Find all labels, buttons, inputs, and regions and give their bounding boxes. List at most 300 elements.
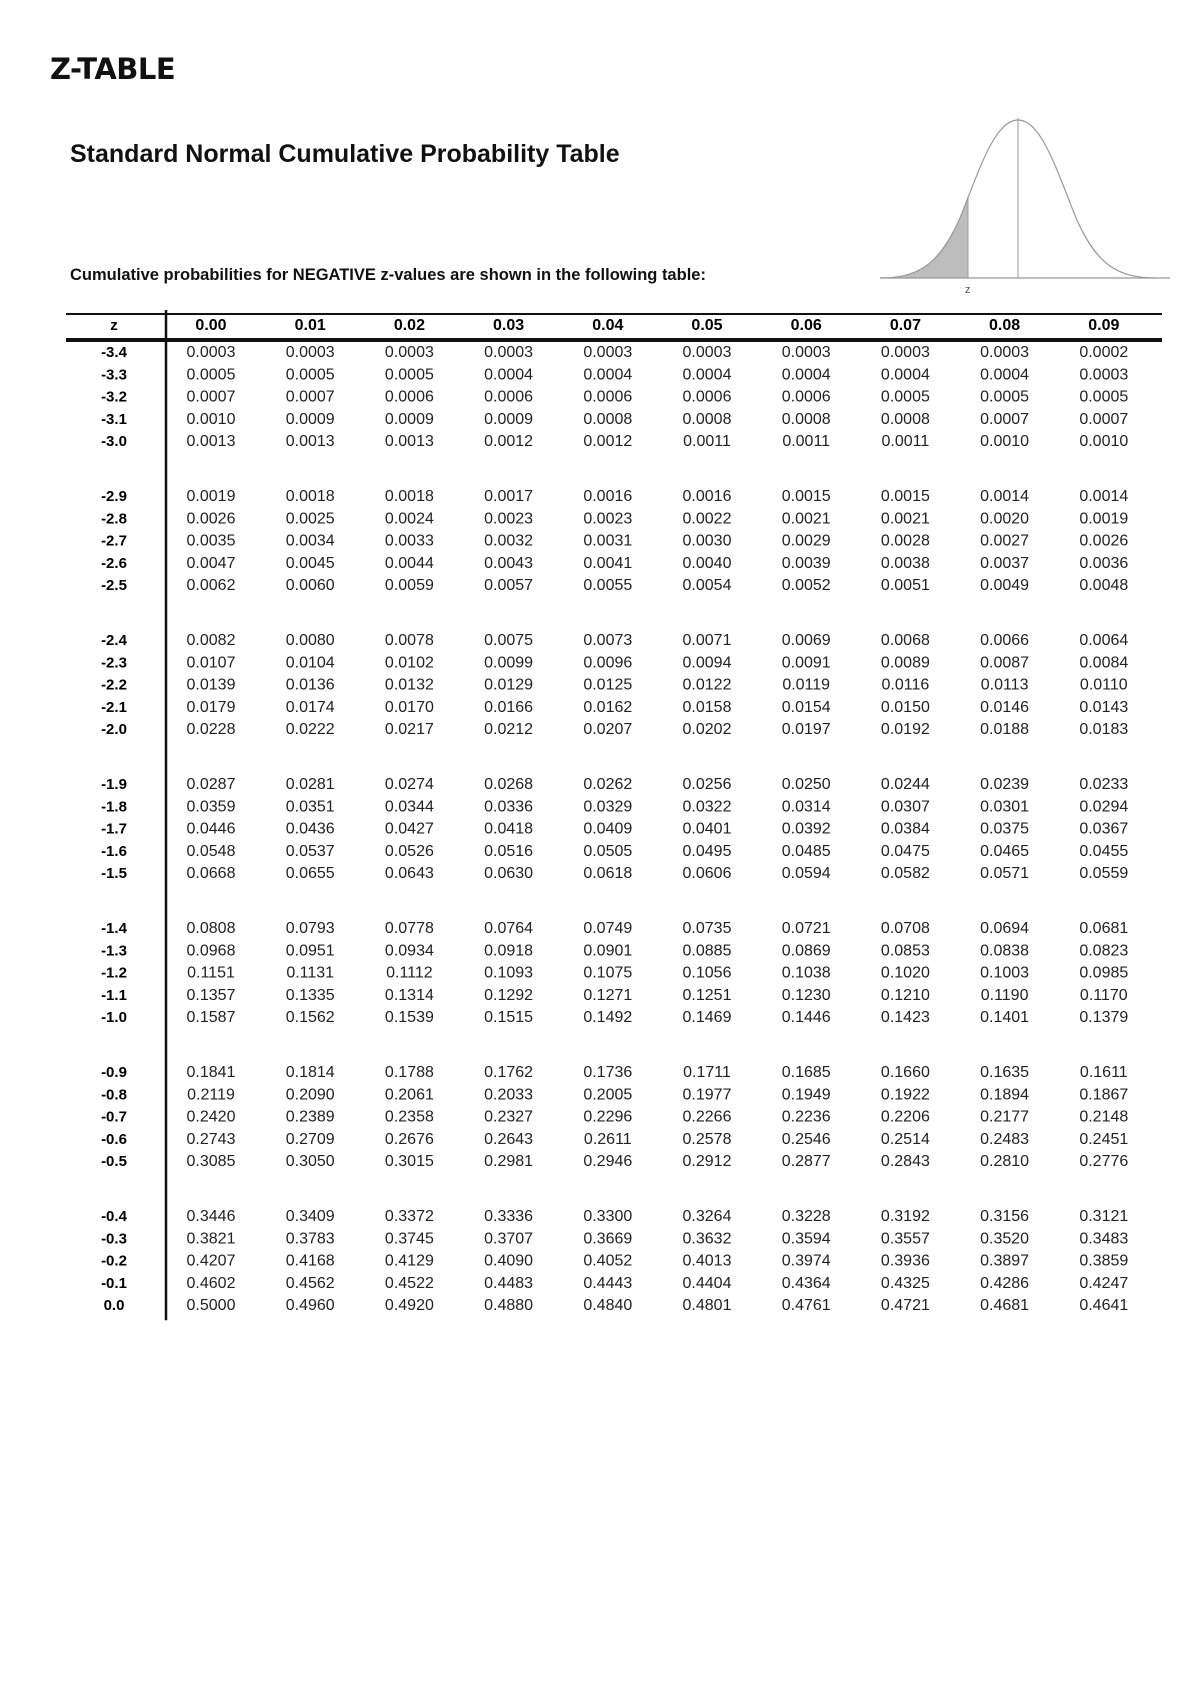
- probability-cell: 0.1446: [781, 1009, 831, 1027]
- probability-cell: 0.0041: [583, 554, 633, 572]
- probability-cell: 0.0068: [880, 632, 930, 649]
- probability-cell: 0.0465: [980, 842, 1030, 860]
- document-title: Z-TABLE: [50, 52, 176, 86]
- table-caption: Cumulative probabilities for NEGATIVE z-values are shown in the following table:: [70, 266, 706, 284]
- probability-cell: 0.3897: [980, 1252, 1030, 1270]
- probability-cell: 0.3228: [781, 1208, 831, 1225]
- probability-cell: 0.0418: [484, 820, 534, 838]
- probability-cell: 0.0537: [285, 842, 335, 860]
- probability-cell: 0.3557: [880, 1230, 930, 1248]
- probability-cell: 0.0022: [682, 510, 732, 528]
- probability-cell: 0.0073: [583, 632, 633, 649]
- probability-cell: 0.0029: [781, 532, 831, 550]
- probability-cell: 0.0778: [384, 920, 434, 937]
- probability-cell: 0.4247: [1079, 1274, 1129, 1292]
- probability-cell: 0.1894: [980, 1086, 1030, 1104]
- shaded-left-tail: [880, 196, 968, 278]
- probability-cell: 0.0023: [484, 510, 534, 528]
- probability-cell: 0.1131: [286, 964, 335, 982]
- probability-cell: 0.0004: [781, 366, 831, 384]
- probability-cell: 0.0012: [484, 433, 534, 451]
- probability-cell: 0.1711: [683, 1064, 731, 1081]
- z-value-label: -2.5: [101, 577, 127, 595]
- probability-cell: 0.0681: [1079, 920, 1129, 937]
- probability-cell: 0.2546: [781, 1130, 831, 1148]
- table-heading: Standard Normal Cumulative Probability Table: [70, 140, 620, 168]
- probability-cell: 0.0183: [1079, 721, 1129, 739]
- z-table: [66, 310, 1166, 1355]
- z-value-label: -2.9: [101, 488, 127, 505]
- probability-cell: 0.0150: [880, 698, 930, 716]
- probability-cell: 0.4325: [880, 1274, 930, 1292]
- z-value-label: -1.5: [101, 865, 127, 883]
- z-value-label: -1.3: [101, 942, 127, 960]
- probability-cell: 0.4168: [285, 1252, 335, 1270]
- probability-cell: 0.4286: [980, 1274, 1030, 1292]
- probability-cell: 0.2327: [484, 1108, 534, 1126]
- probability-cell: 0.1093: [484, 964, 534, 982]
- probability-cell: 0.3015: [384, 1153, 434, 1171]
- probability-cell: 0.0016: [583, 488, 633, 505]
- probability-cell: 0.2119: [187, 1086, 235, 1104]
- probability-cell: 0.0044: [384, 554, 434, 572]
- probability-cell: 0.2946: [583, 1153, 633, 1171]
- probability-cell: 0.1151: [187, 964, 235, 982]
- probability-cell: 0.2090: [285, 1086, 335, 1104]
- z-value-label: -1.4: [101, 920, 127, 937]
- probability-cell: 0.0823: [1079, 942, 1129, 960]
- probability-cell: 0.0021: [880, 510, 930, 528]
- probability-cell: 0.2033: [484, 1086, 534, 1104]
- probability-cell: 0.0143: [1079, 698, 1129, 716]
- probability-cell: 0.0006: [682, 388, 732, 406]
- probability-cell: 0.0004: [583, 366, 633, 384]
- probability-cell: 0.0059: [384, 577, 434, 595]
- probability-cell: 0.1587: [186, 1009, 236, 1027]
- probability-cell: 0.3632: [682, 1230, 732, 1248]
- z-value-label: -0.4: [101, 1208, 127, 1225]
- probability-cell: 0.0158: [682, 698, 732, 716]
- probability-cell: 0.1112: [386, 964, 433, 982]
- probability-cell: 0.0244: [880, 776, 930, 793]
- probability-cell: 0.3669: [583, 1230, 633, 1248]
- probability-cell: 0.3300: [583, 1208, 633, 1225]
- column-header-0.05: 0.05: [691, 317, 723, 334]
- probability-cell: 0.0102: [384, 654, 434, 672]
- probability-cell: 0.0011: [683, 433, 731, 451]
- probability-cell: 0.0003: [781, 344, 831, 361]
- z-value-label: -2.3: [101, 654, 127, 672]
- probability-cell: 0.0013: [186, 433, 236, 451]
- probability-cell: 0.2266: [682, 1108, 732, 1126]
- probability-cell: 0.0618: [583, 865, 633, 883]
- probability-cell: 0.0060: [285, 577, 335, 595]
- probability-cell: 0.0222: [285, 721, 335, 739]
- probability-cell: 0.3707: [484, 1230, 534, 1248]
- probability-cell: 0.0643: [384, 865, 434, 883]
- probability-cell: 0.0116: [881, 676, 930, 694]
- probability-cell: 0.0002: [1079, 344, 1129, 361]
- probability-cell: 0.0047: [186, 554, 236, 572]
- probability-cell: 0.0594: [781, 865, 831, 883]
- probability-cell: 0.0006: [583, 388, 633, 406]
- probability-cell: 0.0018: [384, 488, 434, 505]
- z-value-label: -1.9: [101, 776, 127, 793]
- column-header-0.01: 0.01: [294, 317, 326, 334]
- probability-cell: 0.0052: [781, 577, 831, 595]
- probability-cell: 0.0005: [880, 388, 930, 406]
- probability-cell: 0.2709: [285, 1130, 335, 1148]
- probability-cell: 0.0031: [583, 532, 633, 550]
- column-header-0.03: 0.03: [493, 317, 525, 334]
- z-value-label: -1.6: [101, 842, 127, 860]
- probability-cell: 0.0064: [1079, 632, 1129, 649]
- probability-cell: 0.4522: [384, 1274, 434, 1292]
- z-value-label: -1.2: [101, 964, 127, 982]
- probability-cell: 0.0003: [285, 344, 335, 361]
- probability-cell: 0.2420: [186, 1108, 236, 1126]
- probability-cell: 0.0170: [384, 698, 434, 716]
- probability-cell: 0.2061: [384, 1086, 434, 1104]
- probability-cell: 0.4364: [781, 1274, 831, 1292]
- probability-cell: 0.0630: [484, 865, 534, 883]
- probability-cell: 0.2676: [384, 1130, 434, 1148]
- probability-cell: 0.1635: [980, 1064, 1030, 1081]
- z-value-label: -3.1: [101, 410, 127, 428]
- probability-cell: 0.0188: [980, 721, 1030, 739]
- probability-cell: 0.0019: [186, 488, 236, 505]
- column-header-0.00: 0.00: [195, 317, 227, 334]
- probability-cell: 0.0030: [682, 532, 732, 550]
- probability-cell: 0.0749: [583, 920, 633, 937]
- probability-cell: 0.3821: [186, 1230, 236, 1248]
- probability-cell: 0.1762: [484, 1064, 534, 1081]
- probability-cell: 0.0004: [682, 366, 732, 384]
- probability-cell: 0.0089: [880, 654, 930, 672]
- column-header-0.09: 0.09: [1088, 317, 1120, 334]
- z-value-label: -0.8: [101, 1086, 127, 1104]
- probability-cell: 0.0985: [1079, 964, 1129, 982]
- z-value-label: -0.3: [101, 1230, 127, 1248]
- probability-cell: 0.0901: [583, 942, 633, 960]
- probability-cell: 0.0007: [1079, 410, 1129, 428]
- probability-cell: 0.0005: [384, 366, 434, 384]
- column-header-0.06: 0.06: [790, 317, 822, 334]
- probability-cell: 0.0139: [186, 676, 236, 694]
- probability-cell: 0.0764: [484, 920, 534, 937]
- probability-cell: 0.1271: [583, 986, 633, 1004]
- probability-cell: 0.2389: [285, 1108, 335, 1126]
- probability-cell: 0.0239: [980, 776, 1030, 793]
- probability-cell: 0.0367: [1079, 820, 1129, 838]
- probability-cell: 0.4562: [285, 1274, 335, 1292]
- probability-cell: 0.1357: [186, 986, 236, 1004]
- probability-cell: 0.0174: [285, 698, 335, 716]
- z-value-label: -0.6: [101, 1130, 127, 1148]
- probability-cell: 0.2148: [1079, 1108, 1129, 1126]
- probability-cell: 0.0084: [1079, 654, 1129, 672]
- probability-cell: 0.0207: [583, 721, 633, 739]
- probability-cell: 0.0359: [186, 798, 236, 816]
- probability-cell: 0.0427: [384, 820, 434, 838]
- probability-cell: 0.1335: [285, 986, 335, 1004]
- probability-cell: 0.1611: [1079, 1064, 1128, 1081]
- probability-cell: 0.0256: [682, 776, 732, 793]
- probability-cell: 0.0104: [285, 654, 335, 672]
- probability-cell: 0.0392: [781, 820, 831, 838]
- probability-cell: 0.0409: [583, 820, 633, 838]
- probability-cell: 0.0003: [1079, 366, 1129, 384]
- probability-cell: 0.3050: [285, 1153, 335, 1171]
- probability-cell: 0.0035: [186, 532, 236, 550]
- z-value-label: -3.2: [101, 388, 127, 406]
- probability-cell: 0.0853: [880, 942, 930, 960]
- probability-cell: 0.0125: [583, 676, 633, 694]
- probability-cell: 0.0004: [484, 366, 534, 384]
- probability-cell: 0.0250: [781, 776, 831, 793]
- probability-cell: 0.1210: [880, 986, 930, 1004]
- probability-cell: 0.4090: [484, 1252, 534, 1270]
- probability-cell: 0.1562: [285, 1009, 335, 1027]
- probability-cell: 0.2776: [1079, 1153, 1129, 1171]
- probability-cell: 0.0057: [484, 577, 534, 595]
- probability-cell: 0.2206: [880, 1108, 930, 1126]
- probability-cell: 0.0005: [285, 366, 335, 384]
- probability-cell: 0.3085: [186, 1153, 236, 1171]
- probability-cell: 0.0080: [285, 632, 335, 649]
- probability-cell: 0.3156: [980, 1208, 1030, 1225]
- probability-cell: 0.0197: [781, 721, 831, 739]
- probability-cell: 0.0012: [583, 433, 633, 451]
- probability-cell: 0.0011: [782, 433, 831, 451]
- z-value-label: -2.1: [101, 698, 127, 716]
- probability-cell: 0.3859: [1079, 1252, 1129, 1270]
- column-header-0.02: 0.02: [393, 317, 425, 334]
- probability-cell: 0.0055: [583, 577, 633, 595]
- z-value-label: 0.0: [103, 1297, 125, 1315]
- probability-cell: 0.0026: [186, 510, 236, 528]
- probability-cell: 0.0021: [781, 510, 831, 528]
- probability-cell: 0.2358: [384, 1108, 434, 1126]
- probability-cell: 0.0401: [682, 820, 732, 838]
- probability-cell: 0.0107: [186, 654, 236, 672]
- probability-cell: 0.0110: [1079, 676, 1128, 694]
- probability-cell: 0.1038: [781, 964, 831, 982]
- probability-cell: 0.0039: [781, 554, 831, 572]
- probability-cell: 0.0008: [682, 410, 732, 428]
- probability-cell: 0.0003: [682, 344, 732, 361]
- probability-cell: 0.0526: [384, 842, 434, 860]
- probability-cell: 0.0495: [682, 842, 732, 860]
- probability-cell: 0.1922: [880, 1086, 930, 1104]
- probability-cell: 0.0023: [583, 510, 633, 528]
- z-value-label: -1.7: [101, 820, 127, 838]
- probability-cell: 0.2514: [880, 1130, 930, 1148]
- probability-cell: 0.0582: [880, 865, 930, 883]
- probability-cell: 0.3594: [781, 1230, 831, 1248]
- probability-cell: 0.0013: [285, 433, 335, 451]
- probability-cell: 0.4920: [384, 1297, 434, 1315]
- z-value-label: -1.0: [101, 1009, 127, 1027]
- z-value-label: -3.3: [101, 366, 127, 384]
- column-header-0.04: 0.04: [592, 317, 624, 334]
- probability-cell: 0.1660: [880, 1064, 930, 1081]
- probability-cell: 0.1814: [285, 1064, 335, 1081]
- probability-cell: 0.4052: [583, 1252, 633, 1270]
- probability-cell: 0.4207: [186, 1252, 236, 1270]
- probability-cell: 0.0014: [1079, 488, 1129, 505]
- probability-cell: 0.0951: [285, 942, 335, 960]
- probability-cell: 0.0038: [880, 554, 930, 572]
- probability-cell: 0.0045: [285, 554, 335, 572]
- probability-cell: 0.1401: [980, 1009, 1030, 1027]
- probability-cell: 0.0233: [1079, 776, 1129, 793]
- probability-cell: 0.3745: [384, 1230, 434, 1248]
- probability-cell: 0.0329: [583, 798, 633, 816]
- probability-cell: 0.0048: [1079, 577, 1129, 595]
- z-value-label: -2.0: [101, 721, 127, 739]
- probability-cell: 0.4641: [1079, 1297, 1129, 1315]
- probability-cell: 0.0146: [980, 698, 1030, 716]
- probability-cell: 0.3446: [186, 1208, 236, 1225]
- probability-cell: 0.0006: [384, 388, 434, 406]
- probability-cell: 0.0026: [1079, 532, 1129, 550]
- probability-cell: 0.2643: [484, 1130, 534, 1148]
- probability-cell: 0.0571: [980, 865, 1030, 883]
- probability-cell: 0.0694: [980, 920, 1030, 937]
- probability-cell: 0.0011: [881, 433, 930, 451]
- column-header-0.08: 0.08: [989, 317, 1021, 334]
- z-value-label: -1.1: [101, 986, 127, 1004]
- probability-cell: 0.0307: [880, 798, 930, 816]
- normal-curve-figure: [880, 118, 1170, 298]
- probability-cell: 0.4761: [781, 1297, 831, 1315]
- probability-cell: 0.0485: [781, 842, 831, 860]
- probability-cell: 0.2877: [781, 1153, 831, 1171]
- probability-cell: 0.0027: [980, 532, 1030, 550]
- probability-cell: 0.0119: [782, 676, 831, 694]
- probability-cell: 0.0075: [484, 632, 534, 649]
- probability-cell: 0.0006: [781, 388, 831, 406]
- z-table-grid: [66, 310, 1166, 1350]
- probability-cell: 0.1056: [682, 964, 732, 982]
- probability-cell: 0.1788: [384, 1064, 434, 1081]
- probability-cell: 0.0655: [285, 865, 335, 883]
- probability-cell: 0.0094: [682, 654, 732, 672]
- probability-cell: 0.0606: [682, 865, 732, 883]
- probability-cell: 0.0007: [980, 410, 1030, 428]
- probability-cell: 0.4880: [484, 1297, 534, 1315]
- probability-cell: 0.0020: [980, 510, 1030, 528]
- z-value-label: -0.5: [101, 1153, 127, 1171]
- probability-cell: 0.0446: [186, 820, 236, 838]
- probability-cell: 0.0003: [484, 344, 534, 361]
- probability-cell: 0.0301: [980, 798, 1030, 816]
- probability-cell: 0.0008: [880, 410, 930, 428]
- probability-cell: 0.0028: [880, 532, 930, 550]
- probability-cell: 0.0054: [682, 577, 732, 595]
- probability-cell: 0.0162: [583, 698, 633, 716]
- probability-cell: 0.0049: [980, 577, 1030, 595]
- probability-cell: 0.4960: [285, 1297, 335, 1315]
- probability-cell: 0.0003: [980, 344, 1030, 361]
- probability-cell: 0.3336: [484, 1208, 534, 1225]
- probability-cell: 0.3936: [880, 1252, 930, 1270]
- probability-cell: 0.0009: [384, 410, 434, 428]
- probability-cell: 0.2611: [583, 1130, 632, 1148]
- probability-cell: 0.0005: [980, 388, 1030, 406]
- probability-cell: 0.0091: [781, 654, 831, 672]
- probability-cell: 0.0516: [484, 842, 534, 860]
- z-value-label: -2.6: [101, 554, 127, 572]
- z-value-label: -2.8: [101, 510, 127, 528]
- probability-cell: 0.0003: [186, 344, 236, 361]
- probability-cell: 0.0004: [880, 366, 930, 384]
- z-value-label: -2.2: [101, 676, 127, 694]
- probability-cell: 0.1075: [583, 964, 633, 982]
- probability-cell: 0.0008: [583, 410, 633, 428]
- probability-cell: 0.0003: [880, 344, 930, 361]
- probability-cell: 0.0154: [781, 698, 831, 716]
- probability-cell: 0.0025: [285, 510, 335, 528]
- probability-cell: 0.0885: [682, 942, 732, 960]
- probability-cell: 0.0009: [484, 410, 534, 428]
- probability-cell: 0.4801: [682, 1297, 732, 1315]
- probability-cell: 0.0436: [285, 820, 335, 838]
- probability-cell: 0.0099: [484, 654, 534, 672]
- probability-cell: 0.0336: [484, 798, 534, 816]
- probability-cell: 0.0455: [1079, 842, 1129, 860]
- probability-cell: 0.0166: [484, 698, 534, 716]
- probability-cell: 0.3264: [682, 1208, 732, 1225]
- probability-cell: 0.0129: [484, 676, 534, 694]
- probability-cell: 0.0008: [781, 410, 831, 428]
- probability-cell: 0.0010: [186, 410, 236, 428]
- z-axis-label: z: [965, 284, 971, 296]
- probability-cell: 0.2578: [682, 1130, 732, 1148]
- probability-cell: 0.3409: [285, 1208, 335, 1225]
- probability-cell: 0.0015: [880, 488, 930, 505]
- probability-cell: 0.0708: [880, 920, 930, 937]
- probability-cell: 0.4721: [880, 1297, 930, 1315]
- probability-cell: 0.0475: [880, 842, 930, 860]
- probability-cell: 0.1003: [980, 964, 1030, 982]
- probability-cell: 0.0051: [880, 577, 930, 595]
- probability-cell: 0.0132: [384, 676, 434, 694]
- probability-cell: 0.0869: [781, 942, 831, 960]
- probability-cell: 0.0062: [186, 577, 236, 595]
- probability-cell: 0.0968: [186, 942, 236, 960]
- probability-cell: 0.1423: [880, 1009, 930, 1027]
- probability-cell: 0.0096: [583, 654, 633, 672]
- probability-cell: 0.0003: [583, 344, 633, 361]
- probability-cell: 0.4483: [484, 1274, 534, 1292]
- probability-cell: 0.4404: [682, 1274, 732, 1292]
- probability-cell: 0.0228: [186, 721, 236, 739]
- probability-cell: 0.0034: [285, 532, 335, 550]
- probability-cell: 0.2296: [583, 1108, 633, 1126]
- probability-cell: 0.0043: [484, 554, 534, 572]
- probability-cell: 0.0281: [285, 776, 335, 793]
- probability-cell: 0.0004: [980, 366, 1030, 384]
- probability-cell: 0.4443: [583, 1274, 633, 1292]
- z-value-label: -1.8: [101, 798, 127, 816]
- probability-cell: 0.2451: [1079, 1130, 1129, 1148]
- probability-cell: 0.0559: [1079, 865, 1129, 883]
- probability-cell: 0.0036: [1079, 554, 1129, 572]
- z-value-label: -0.7: [101, 1108, 127, 1126]
- probability-cell: 0.0016: [682, 488, 732, 505]
